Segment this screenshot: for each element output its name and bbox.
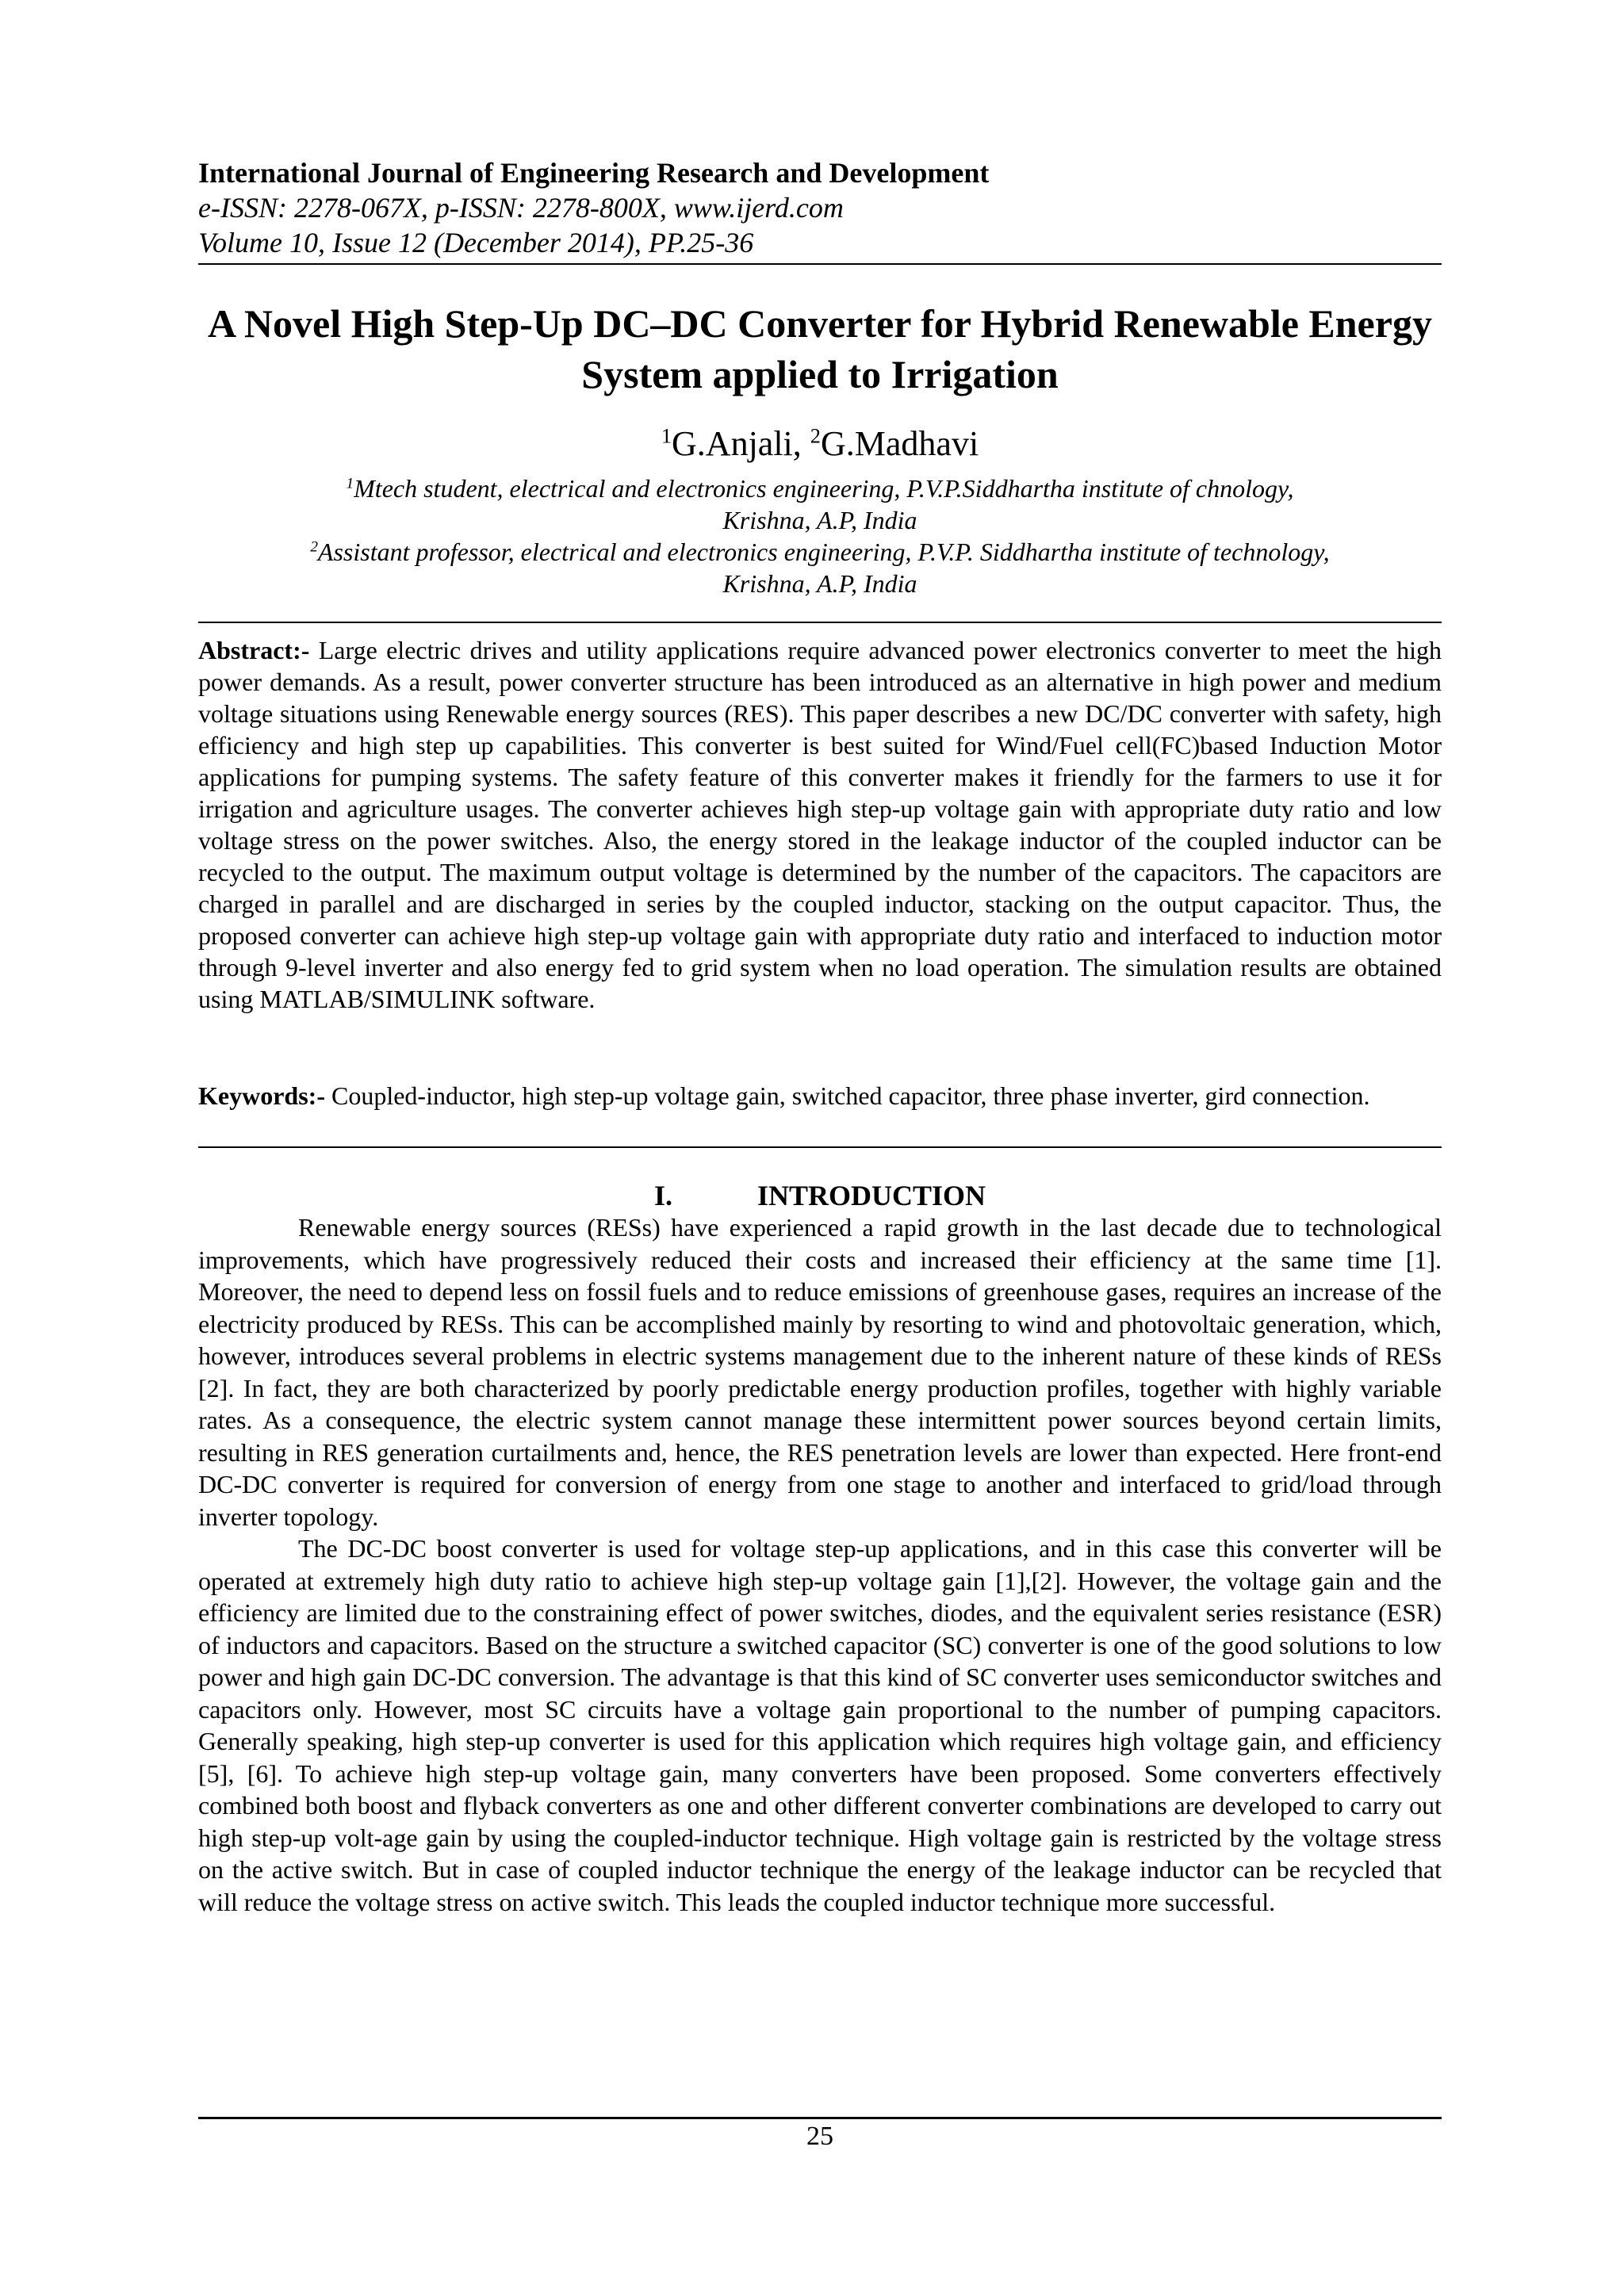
author-list	[198, 422, 1442, 466]
keywords-label: Keywords:-	[198, 1081, 325, 1110]
journal-name: International Journal of Engineering Research and Development	[198, 157, 990, 189]
journal-volume: Volume 10, Issue 12 (December 2014), PP.25-36	[198, 227, 754, 258]
footer-rule	[198, 2117, 1442, 2119]
abstract-top-rule	[198, 622, 1442, 623]
page-number: 25	[806, 2122, 833, 2151]
affiliation-1	[198, 473, 1442, 536]
affiliation-1-line1	[198, 473, 1442, 504]
abstract-label: Abstract:-	[198, 636, 310, 664]
abstract-text: Large electric drives and utility applications require advanced power electronics converter to meet the high power demands. As a result, power converter structure has been introduced as an alternative in high power and medium voltage situations using Renewable energy sources (RES). This paper describes a new DC/DC converter with safety, high efficiency and high step up capabilities. This converter is best suited for Wind/Fuel cell(FC)based Induction Motor applications for pumping systems. The safety feature of this converter makes it friendly for the farmers to use it for irrigation and agriculture usages. The converter achieves high step-up voltage gain with appropriate duty ratio and low voltage stress on the power switches. Also, the energy stored in the leakage inductor of the coupled inductor can be recycled to the output. The maximum output voltage is determined by the number of the capacitors. The capacitors are charged in parallel and are discharged in series by the coupled inductor, stacking on the output capacitor. Thus, the proposed converter can achieve high step-up voltage gain with appropriate duty ratio and interfaced to induction motor through 9-level inverter and also energy fed to grid system when no load operation. The simulation results are obtained using MATLAB/SIMULINK software.	[198, 636, 1442, 1013]
section-heading	[198, 1178, 1442, 1213]
header-rule	[198, 263, 1442, 265]
author-1-sup: 1	[661, 423, 672, 448]
affiliation-1-line2: Krishna, A.P, India	[722, 506, 917, 534]
paper-title: A Novel High Step-Up DC–DC Converter for Hybrid Renewable Energy System applied to Irrigation	[208, 301, 1432, 396]
section-title: INTRODUCTION	[756, 1180, 986, 1211]
abstract	[198, 634, 1442, 1015]
keywords-bottom-rule	[198, 1146, 1442, 1148]
affiliation-1-sup: 1	[346, 475, 354, 492]
author-1-name: G.Anjali	[672, 424, 793, 463]
section-number: I.	[653, 1180, 672, 1211]
affiliation-2	[198, 536, 1442, 599]
paragraph: Renewable energy sources (RESs) have experienced a rapid growth in the last decade due to technological improvements, which have progressively reduced their costs and increased their efficiency at the same time [1]. Moreover, the need to depend less on fossil fuels and to reduce emissions of greenhouse gases, requires an increase of the electricity produced by RESs. This can be accomplished mainly by resorting to wind and photovoltaic generation, which, however, introduces several problems in electric systems management due to the inherent nature of these kinds of RESs [2]. In fact, they are both characterized by poorly predictable energy production profiles, together with highly variable rates. As a consequence, the electric system cannot manage these intermittent power sources beyond certain limits, resulting in RES generation curtailments and, hence, the RES penetration levels are lower than expected. Here front-end DC-DC converter is required for conversion of energy from one stage to another and interfaced to grid/load through inverter topology.	[198, 1213, 1442, 1531]
journal-issn: e-ISSN: 2278-067X, p-ISSN: 2278-800X, www.ijerd.com	[198, 192, 844, 224]
introduction-body	[198, 1211, 1442, 1918]
keywords	[198, 1080, 1442, 1112]
affiliation-2-text: Assistant professor, electrical and electronics engineering, P.V.P. Siddhartha institute of technology,	[317, 538, 1330, 566]
keywords-text: Coupled-inductor, high step-up voltage gain, switched capacitor, three phase inverter, gird connection.	[331, 1081, 1370, 1110]
affiliation-2-line2: Krishna, A.P, India	[722, 569, 917, 598]
paragraph: The DC-DC boost converter is used for voltage step-up applications, and in this case this converter will be operated at extremely high duty ratio to achieve high step-up voltage gain [1],[2]. However, the voltage gain and the efficiency are limited due to the constraining effect of power switches, diodes, and the equivalent series resistance (ESR) of inductors and capacitors. Based on the structure a switched capacitor (SC) converter is one of the good solutions to low power and high gain DC-DC conversion. The advantage is that this kind of SC converter uses semiconductor switches and capacitors only. However, most SC circuits have a voltage gain proportional to the number of pumping capacitors. Generally speaking, high step-up converter is used for this application which requires high voltage gain, and efficiency [5], [6]. To achieve high step-up voltage gain, many converters have been proposed. Some converters effectively combined both boost and flyback converters as one and other different converter combinations are developed to carry out high step-up volt-age gain by using the coupled-inductor technique. High voltage gain is restricted by the voltage stress on the active switch. But in case of coupled inductor technique the energy of the leakage inductor can be recycled that will reduce the voltage stress on active switch. This leads the coupled inductor technique more successful.	[198, 1534, 1442, 1916]
author-2-sup: 2	[810, 423, 821, 448]
affiliation-2-sup: 2	[310, 538, 318, 556]
affiliation-2-line1	[198, 536, 1442, 568]
author-separator: ,	[792, 424, 810, 463]
affiliation-1-text: Mtech student, electrical and electronics engineering, P.V.P.Siddhartha institute of chnology,	[354, 474, 1294, 503]
author-2-name: G.Madhavi	[820, 424, 979, 463]
